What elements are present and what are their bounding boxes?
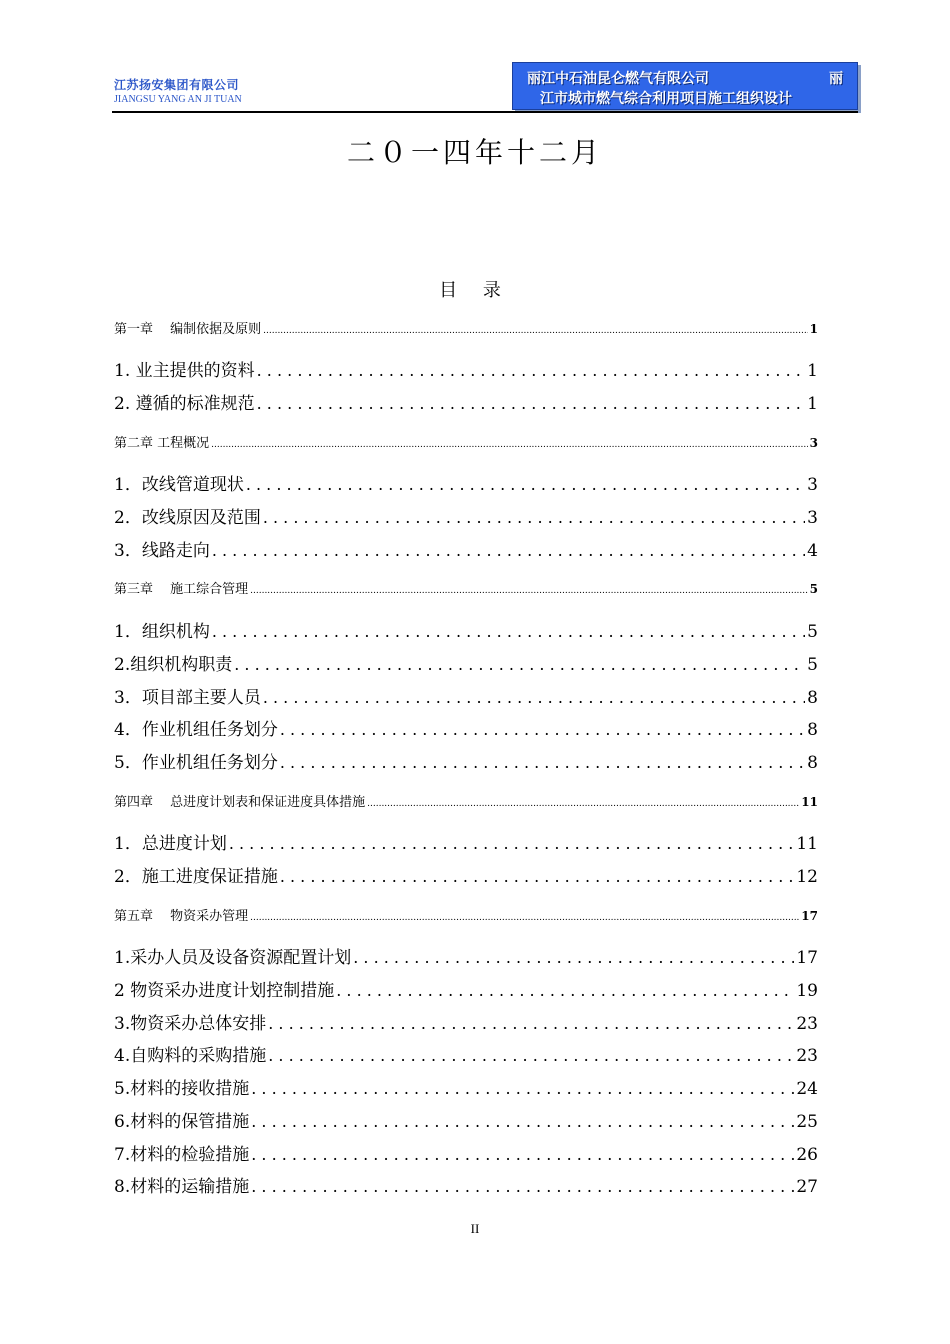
toc-entry-page: 3	[809, 436, 818, 450]
toc-entry[interactable]	[114, 829, 818, 853]
toc-entry-text: 5.材料的接收措施	[114, 1079, 250, 1099]
toc-entry-text: 6.材料的保管措施	[114, 1112, 250, 1132]
toc-title: 目 录	[439, 280, 511, 301]
toc-leader	[353, 948, 794, 968]
header-rule	[112, 111, 858, 113]
toc-entry-page: 19	[796, 981, 818, 1001]
toc-entry-text: 4.自购料的采购措施	[114, 1046, 267, 1066]
toc-entry[interactable]	[114, 1009, 818, 1033]
toc-entry-chapter[interactable]	[114, 578, 818, 596]
toc-entry-page: 26	[796, 1145, 818, 1165]
toc-leader	[263, 322, 808, 337]
toc-entry-page: 1	[807, 394, 818, 414]
toc-entry-text: 5．作业机组任务划分	[114, 753, 278, 773]
toc-entry-text: 2．施工进度保证措施	[114, 867, 278, 887]
toc-entry-page: 1	[809, 322, 818, 336]
toc-entry[interactable]	[114, 943, 818, 967]
toc-entry[interactable]	[114, 503, 818, 527]
toc-entry-text: 3.物资采办总体安排	[114, 1014, 267, 1034]
toc-entry-page: 25	[796, 1112, 818, 1132]
toc-entry-text: 3．线路走向	[114, 541, 210, 561]
toc-entry-text: 2 物资采办进度计划控制措施	[114, 981, 335, 1001]
toc-leader	[251, 1145, 794, 1165]
document-date: 二０一四年十二月	[346, 136, 603, 169]
toc-entry[interactable]	[114, 389, 818, 413]
toc-entry-page: 8	[807, 753, 818, 773]
toc-leader	[251, 1079, 794, 1099]
toc-leader	[280, 720, 805, 740]
toc-entry-text: 4．作业机组任务划分	[114, 720, 278, 740]
company-name-cn: 江苏扬安集团有限公司	[114, 78, 240, 92]
toc-entry[interactable]	[114, 715, 818, 739]
toc-entry-page: 4	[807, 541, 818, 561]
toc-entry-page: 5	[809, 582, 818, 596]
toc-entry-page: 5	[807, 655, 818, 675]
toc-entry[interactable]	[114, 470, 818, 494]
toc-entry-text: 1.采办人员及设备资源配置计划	[114, 948, 352, 968]
toc-entry[interactable]	[114, 862, 818, 886]
project-title-line1-tail: 丽	[829, 71, 843, 87]
toc-entry-text: 1．改线管道现状	[114, 475, 244, 495]
toc-leader	[263, 508, 805, 528]
toc-entry-page: 24	[796, 1079, 818, 1099]
toc-entry-chapter[interactable]	[114, 905, 818, 923]
toc-entry-page: 17	[796, 948, 818, 968]
toc-entry-page: 27	[796, 1177, 818, 1197]
page-number: II	[470, 1221, 480, 1236]
toc-leader	[280, 753, 805, 773]
toc-entry-page: 11	[801, 795, 818, 809]
toc-entry-chapter[interactable]	[114, 318, 818, 336]
company-name-en: JIANGSU YANG AN JI TUAN	[114, 94, 242, 105]
toc-entry-page: 3	[807, 508, 818, 528]
toc-leader	[251, 1177, 794, 1197]
toc-entry-page: 5	[807, 622, 818, 642]
toc-entry-page: 1	[807, 361, 818, 381]
toc-entry-text: 1. 业主提供的资料	[114, 361, 255, 381]
toc-entry-page: 3	[807, 475, 818, 495]
toc-entry[interactable]	[114, 356, 818, 380]
toc-leader	[367, 795, 799, 810]
toc-leader	[211, 436, 808, 451]
toc-entry-text: 第五章 物资采办管理	[114, 909, 249, 924]
toc-entry-page: 8	[807, 720, 818, 740]
toc-entry-chapter[interactable]	[114, 791, 818, 809]
company-header	[114, 78, 242, 106]
toc-entry-page: 23	[796, 1046, 818, 1066]
toc-leader	[246, 475, 805, 495]
toc-leader	[268, 1046, 794, 1066]
toc-leader	[229, 834, 795, 854]
toc-entry-text: 1．总进度计划	[114, 834, 227, 854]
toc-entry-chapter[interactable]	[114, 432, 818, 450]
toc-entry[interactable]	[114, 1041, 818, 1065]
toc-entry-page: 11	[796, 834, 818, 854]
toc-leader	[268, 1014, 794, 1034]
toc-entry[interactable]	[114, 683, 818, 707]
toc-entry-text: 第三章 施工综合管理	[114, 582, 249, 597]
toc-entry-text: 第二章 工程概况	[114, 436, 210, 451]
project-title-line1: 丽江中石油昆仑燃气有限公司	[527, 71, 709, 87]
toc-entry-page: 17	[801, 909, 818, 923]
toc-leader	[250, 909, 799, 924]
toc-entry-text: 第一章 编制依据及原则	[114, 322, 262, 337]
toc-entry[interactable]	[114, 617, 818, 641]
toc-entry-text: 第四章 总进度计划表和保证进度具体措施	[114, 795, 366, 810]
toc-leader	[251, 1112, 794, 1132]
toc-entry[interactable]	[114, 976, 818, 1000]
toc-leader	[257, 361, 806, 381]
toc-entry[interactable]	[114, 650, 818, 674]
toc-entry-text: 1．组织机构	[114, 622, 210, 642]
toc-leader	[280, 867, 795, 887]
toc-entry[interactable]	[114, 1074, 818, 1098]
toc-entry[interactable]	[114, 1172, 818, 1196]
toc-leader	[263, 688, 805, 708]
toc-leader	[212, 622, 805, 642]
toc-leader	[257, 394, 806, 414]
toc-entry-text: 3．项目部主要人员	[114, 688, 261, 708]
toc-entry[interactable]	[114, 1107, 818, 1131]
toc-entry-text: 8.材料的运输措施	[114, 1177, 250, 1197]
toc-entry-page: 23	[796, 1014, 818, 1034]
project-title-line2: 江市城市燃气综合利用项目施工组织设计	[540, 91, 792, 107]
toc-entry-page: 8	[807, 688, 818, 708]
project-title-box	[512, 62, 858, 110]
toc-entry[interactable]	[114, 748, 818, 772]
toc-entry-text: 2. 遵循的标准规范	[114, 394, 255, 414]
toc-entry-text: 2．改线原因及范围	[114, 508, 261, 528]
toc-entry-text: 7.材料的检验措施	[114, 1145, 250, 1165]
toc-entry-text: 2.组织机构职责	[114, 655, 233, 675]
toc-entry[interactable]	[114, 1140, 818, 1164]
toc-leader	[234, 655, 805, 675]
toc-leader	[212, 541, 805, 561]
toc-entry-page: 12	[796, 867, 818, 887]
toc-leader	[250, 582, 808, 597]
toc-leader	[336, 981, 794, 1001]
toc-entry[interactable]	[114, 536, 818, 560]
